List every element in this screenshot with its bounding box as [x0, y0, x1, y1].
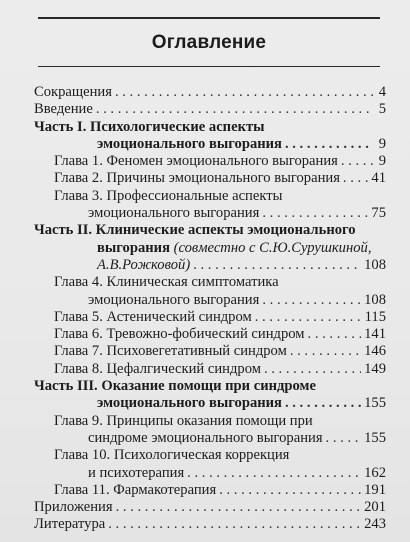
toc-entry-literature: [34, 516, 386, 533]
toc-chapter-7: [34, 343, 386, 360]
toc-part-label: эмоционального выгорания: [97, 135, 282, 152]
toc-part-2-heading: [34, 222, 386, 239]
dot-leader: [264, 361, 361, 378]
toc-page-number: 146: [364, 343, 386, 360]
dot-leader: [308, 326, 362, 343]
toc-page-number: 4: [378, 84, 386, 100]
toc-entry-label: Литература: [34, 516, 106, 533]
toc-chapter-label: эмоционального выгорания: [88, 205, 260, 222]
toc-page-number: 243: [364, 516, 386, 533]
dot-leader: [262, 292, 361, 309]
toc-entry-abbreviations: [34, 84, 386, 101]
table-of-contents: [34, 84, 386, 534]
title-top-rule: [38, 17, 380, 19]
toc-entry-label: Введение: [34, 101, 93, 118]
toc-chapter-label: Глава 1. Феномен эмоционального выгорания: [54, 153, 338, 170]
toc-part-label: эмоционального выгорания: [97, 395, 282, 412]
toc-chapter-10: [34, 447, 386, 464]
dot-leader: [187, 465, 361, 482]
toc-chapter-4: [34, 274, 386, 291]
toc-chapter-10-cont: [34, 465, 386, 482]
toc-chapter-2: [34, 170, 386, 187]
toc-chapter-1: [34, 153, 386, 170]
dot-leader: [262, 205, 368, 222]
page-title: Оглавление: [151, 32, 267, 53]
toc-part-1-heading: [34, 119, 386, 136]
toc-chapter-label: и психотерапия: [88, 464, 185, 481]
toc-part-label: выгорания: [97, 239, 170, 256]
toc-chapter-11: [34, 482, 386, 499]
dot-leader: [285, 395, 361, 412]
toc-page-number: 141: [364, 326, 386, 343]
dot-leader: [108, 516, 361, 533]
dot-leader: [115, 84, 373, 101]
toc-page-number: 149: [364, 360, 386, 377]
toc-entry-label: Сокращения: [34, 84, 112, 100]
dot-leader: [343, 170, 368, 187]
toc-part-label: Часть III. Оказание помощи при синдроме: [34, 378, 316, 395]
toc-part-2-heading-cont: [34, 240, 386, 257]
toc-page-number: 9: [378, 135, 386, 152]
title-bottom-rule: [38, 66, 380, 67]
dot-leader: [193, 257, 361, 274]
toc-page-number: 75: [371, 205, 386, 222]
toc-entry-label: Приложения: [34, 499, 113, 516]
dot-leader: [285, 136, 373, 153]
toc-page-number: 155: [364, 429, 386, 446]
toc-page-number: 9: [378, 153, 386, 170]
toc-chapter-label: Глава 8. Цефалгический синдром: [54, 360, 261, 377]
toc-chapter-8: [34, 361, 386, 378]
toc-chapter-3-cont: [34, 205, 386, 222]
toc-page-number: 155: [364, 395, 386, 412]
toc-page-number: 108: [364, 256, 386, 273]
toc-chapter-9-cont: [34, 430, 386, 447]
dot-leader: [96, 101, 373, 118]
dot-leader: [290, 343, 361, 360]
dot-leader: [116, 499, 362, 516]
toc-chapter-9: [34, 413, 386, 430]
dot-leader: [255, 309, 362, 326]
toc-page-number: 162: [364, 464, 386, 481]
dot-leader: [341, 153, 373, 170]
toc-chapter-label: Глава 2. Причины эмоционального выгорания: [54, 170, 340, 187]
toc-chapter-label: Глава 11. Фармакотерапия: [54, 481, 217, 498]
dot-leader: [326, 430, 362, 447]
toc-page-number: 108: [364, 291, 386, 308]
toc-chapter-label: Глава 9. Принципы оказания помощи при: [54, 412, 313, 429]
toc-page-number: 5: [378, 101, 386, 118]
toc-page-number: 201: [364, 499, 386, 516]
toc-chapter-label: Глава 5. Астенический синдром: [54, 308, 252, 325]
toc-part-label: Часть I. Психологические аспекты: [34, 118, 265, 135]
toc-chapter-label: Глава 3. Профессиональные аспекты: [54, 187, 283, 204]
dot-leader: [219, 482, 361, 499]
toc-chapter-label: Глава 6. Тревожно-фобический синдром: [54, 326, 305, 343]
toc-page-number: 41: [371, 170, 386, 187]
toc-part-1-heading-cont: [34, 136, 386, 153]
toc-page-number: 191: [364, 481, 386, 498]
toc-chapter-3: [34, 188, 386, 205]
toc-chapter-label: Глава 7. Психовегетативный синдром: [54, 343, 287, 360]
toc-coauthors: (совместно с С.Ю.Сурушкиной,: [169, 239, 372, 256]
toc-entry-appendices: [34, 499, 386, 516]
toc-page-number: 115: [364, 308, 386, 325]
title-block: [38, 20, 380, 66]
toc-part-2-heading-cont2: [34, 257, 386, 274]
toc-chapter-label: Глава 10. Психологическая коррекция: [54, 447, 290, 464]
toc-chapter-label: Глава 4. Клиническая симптоматика: [54, 274, 279, 291]
toc-chapter-6: [34, 326, 386, 343]
toc-chapter-label: эмоционального выгорания: [88, 291, 260, 308]
toc-coauthors: А.В.Рожковой): [97, 256, 191, 273]
toc-chapter-5: [34, 309, 386, 326]
toc-part-label: Часть II. Клинические аспекты эмоционального: [34, 222, 356, 239]
toc-chapter-label: синдроме эмоционального выгорания: [88, 429, 323, 446]
toc-part-3-heading: [34, 378, 386, 395]
toc-entry-introduction: [34, 101, 386, 118]
toc-chapter-4-cont: [34, 292, 386, 309]
toc-part-3-heading-cont: [34, 395, 386, 412]
